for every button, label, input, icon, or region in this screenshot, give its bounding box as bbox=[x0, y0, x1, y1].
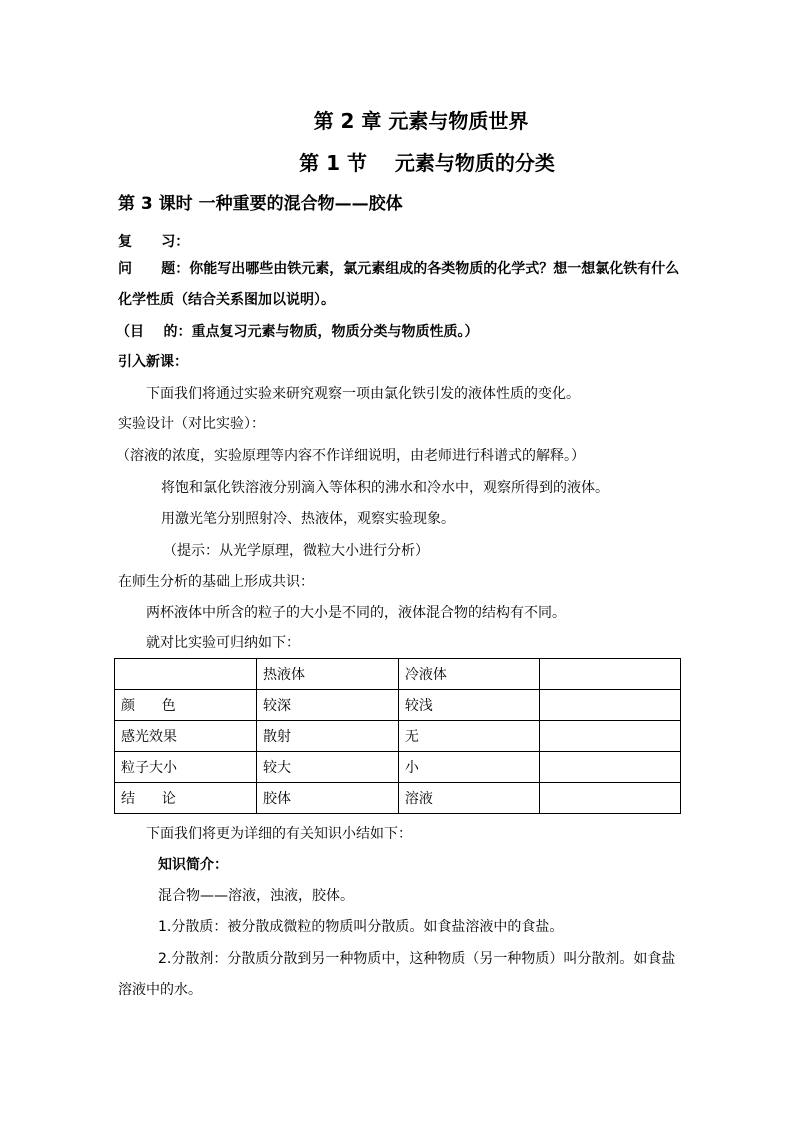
table-cell: 热液体 bbox=[257, 659, 399, 690]
table-cell bbox=[539, 783, 680, 814]
table-cell bbox=[539, 659, 680, 690]
table-cell bbox=[539, 752, 680, 783]
table-row bbox=[115, 783, 681, 814]
table-cell: 结 论 bbox=[115, 783, 257, 814]
definition-dispersion-medium-line-1: 2.分散剂：分散质分散到另一种物质中，这种物质（另一种物质）叫分散剂。如食盐 bbox=[158, 951, 676, 967]
definition-dispersed-phase: 1.分散质：被分散成微粒的物质叫分散质。如食盐溶液中的食盐。 bbox=[158, 919, 564, 935]
table-row bbox=[115, 752, 681, 783]
table-cell: 粒子大小 bbox=[115, 752, 257, 783]
table-cell: 较浅 bbox=[398, 690, 539, 721]
mixture-line: 混合物——溶液，浊液，胶体。 bbox=[158, 888, 354, 904]
table-cell: 较大 bbox=[257, 752, 399, 783]
comparison-table bbox=[114, 658, 681, 814]
experiment-design-label: 实验设计（对比实验）： bbox=[118, 416, 265, 432]
hint-line: （提示：从光学原理，微粒大小进行分析） bbox=[163, 543, 429, 559]
step-2: 用激光笔分别照射冷、热液体，观察实验现象。 bbox=[161, 511, 455, 527]
lesson-title: 第 3 课时 一种重要的混合物——胶体 bbox=[118, 194, 403, 214]
intro-label: 引入新课： bbox=[118, 354, 188, 370]
table-cell bbox=[115, 659, 257, 690]
section-title: 第 1 节 元素与物质的分类 bbox=[299, 151, 555, 175]
table-cell: 无 bbox=[398, 721, 539, 752]
table-row bbox=[115, 659, 681, 690]
question-line-2: 化学性质（结合关系图加以说明）。 bbox=[118, 292, 335, 308]
table-cell bbox=[539, 721, 680, 752]
summary-intro: 就对比实验可归纳如下： bbox=[146, 635, 300, 651]
knowledge-label: 知识简介： bbox=[158, 857, 228, 873]
detail-intro: 下面我们将更为详细的有关知识小结如下： bbox=[146, 826, 412, 842]
intro-text: 下面我们将通过实验来研究观察一项由氯化铁引发的液体性质的变化。 bbox=[146, 386, 580, 402]
table-cell: 感光效果 bbox=[115, 721, 257, 752]
table-cell: 溶液 bbox=[398, 783, 539, 814]
table-cell: 散射 bbox=[257, 721, 399, 752]
step-1: 将饱和氯化铁溶液分别滴入等体积的沸水和冷水中，观察所得到的液体。 bbox=[161, 480, 609, 496]
table-cell: 较深 bbox=[257, 690, 399, 721]
table-row bbox=[115, 721, 681, 752]
consensus-text: 两杯液体中所含的粒子的大小是不同的，液体混合物的结构有不同。 bbox=[146, 605, 566, 621]
table-cell bbox=[539, 690, 680, 721]
note-line: （溶液的浓度，实验原理等内容不作详细说明，由老师进行科谱式的解释。） bbox=[116, 448, 585, 464]
table-cell: 胶体 bbox=[257, 783, 399, 814]
purpose-line: （目 的：重点复习元素与物质，物质分类与物质性质。） bbox=[116, 324, 479, 340]
consensus-label: 在师生分析的基础上形成共识： bbox=[118, 574, 314, 590]
table-row bbox=[115, 690, 681, 721]
chapter-title: 第 2 章 元素与物质世界 bbox=[313, 109, 529, 133]
table-cell: 颜 色 bbox=[115, 690, 257, 721]
table-cell: 小 bbox=[398, 752, 539, 783]
question-line-1: 问 题：你能写出哪些由铁元素，氯元素组成的各类物质的化学式？想一想氯化铁有什么 bbox=[118, 261, 680, 277]
definition-dispersion-medium-line-2: 溶液中的水。 bbox=[118, 982, 202, 998]
review-label: 复 习： bbox=[118, 234, 190, 250]
table-cell: 冷液体 bbox=[398, 659, 539, 690]
